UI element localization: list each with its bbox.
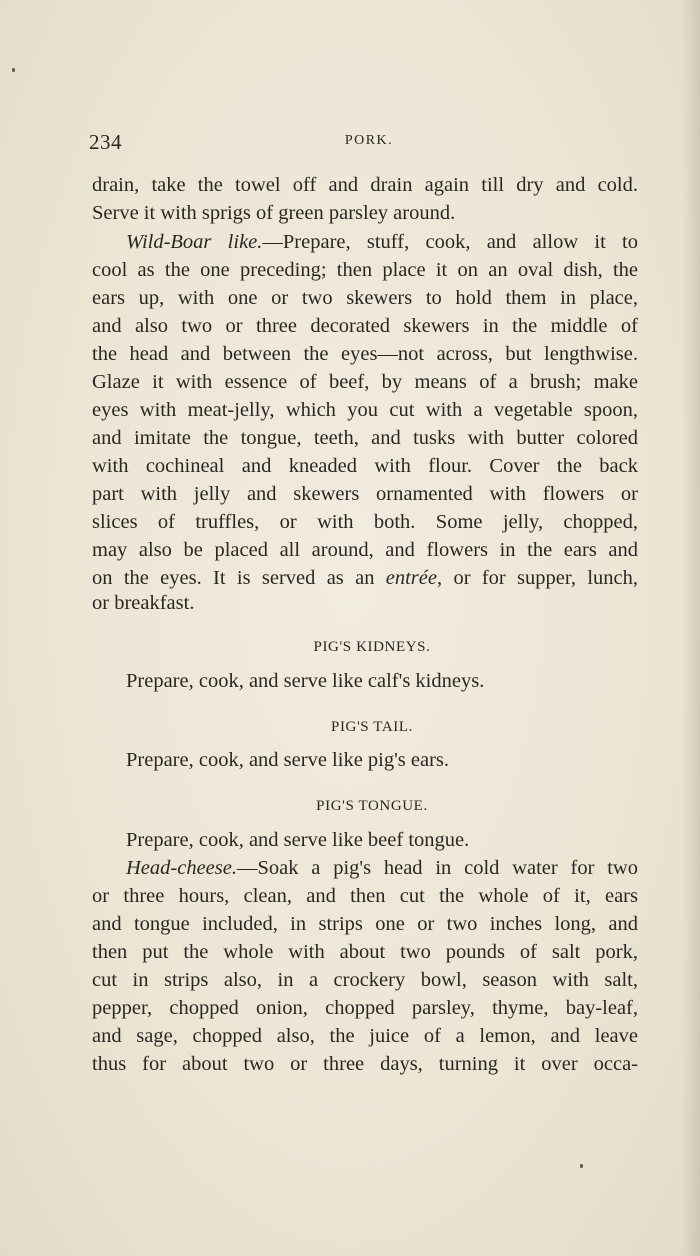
text-line: pepper, chopped onion, chopped parsley, thyme, bay-leaf,	[92, 997, 638, 1019]
subheading-italic: Wild-Boar like.	[126, 231, 263, 253]
section-heading: PIG'S KIDNEYS.	[313, 639, 431, 655]
text-line: and imitate the tongue, teeth, and tusks with butter colored	[92, 427, 638, 449]
text-line: cut in strips also, in a crockery bowl, season with salt,	[92, 969, 638, 991]
text-line: Head-cheese.—Soak a pig's head in cold water for two	[126, 857, 638, 879]
text-line: on the eyes. It is served as an entrée, or for supper, lunch,	[92, 567, 639, 589]
text-line: with cochineal and kneaded with flour. Cover the back	[92, 455, 638, 477]
text-line: or breakfast.	[92, 592, 195, 614]
text-line: Prepare, cook, and serve like beef tongue.	[126, 829, 470, 851]
page-header	[89, 130, 639, 158]
text-line: thus for about two or three days, turning it over occa-	[92, 1053, 638, 1075]
text-line: the head and between the eyes—not across, but lengthwise.	[92, 343, 638, 365]
text-line: Glaze it with essence of beef, by means of a brush; make	[92, 371, 638, 393]
text-line: Prepare, cook, and serve like calf's kidneys.	[126, 670, 485, 692]
page-number: 234	[89, 130, 122, 154]
text-line: then put the whole with about two pounds of salt pork,	[92, 941, 638, 963]
text-line: and also two or three decorated skewers in the middle of	[92, 315, 638, 337]
section-heading: PIG'S TAIL.	[331, 719, 413, 735]
text-line: or three hours, clean, and then cut the whole of it, ears	[92, 885, 638, 907]
running-head: PORK.	[344, 133, 394, 148]
subheading-italic: Head-cheese.	[126, 857, 237, 879]
text-line: Prepare, cook, and serve like pig's ears.	[126, 749, 450, 771]
paper-speck	[12, 68, 15, 72]
text-line: eyes with meat-jelly, which you cut with a vegetable spoon,	[92, 399, 638, 421]
text-line: and sage, chopped also, the juice of a lemon, and leave	[92, 1025, 638, 1047]
text-line: cool as the one preceding; then place it on an oval dish, the	[92, 259, 638, 281]
paper-speck	[580, 1164, 583, 1168]
text-line: slices of truffles, or with both. Some jelly, chopped,	[92, 511, 638, 533]
text-line: drain, take the towel off and drain again till dry and cold.	[92, 174, 638, 196]
text-line: Serve it with sprigs of green parsley around.	[92, 202, 456, 224]
text-line: may also be placed all around, and flowers in the ears and	[92, 539, 638, 561]
text-line: Wild-Boar like.—Prepare, stuff, cook, and allow it to	[126, 231, 638, 253]
text-line: and tongue included, in strips one or two inches long, and	[92, 913, 638, 935]
section-heading: PIG'S TONGUE.	[316, 798, 428, 814]
text-line: part with jelly and skewers ornamented with flowers or	[92, 483, 638, 505]
text-line: ears up, with one or two skewers to hold them in place,	[92, 287, 638, 309]
